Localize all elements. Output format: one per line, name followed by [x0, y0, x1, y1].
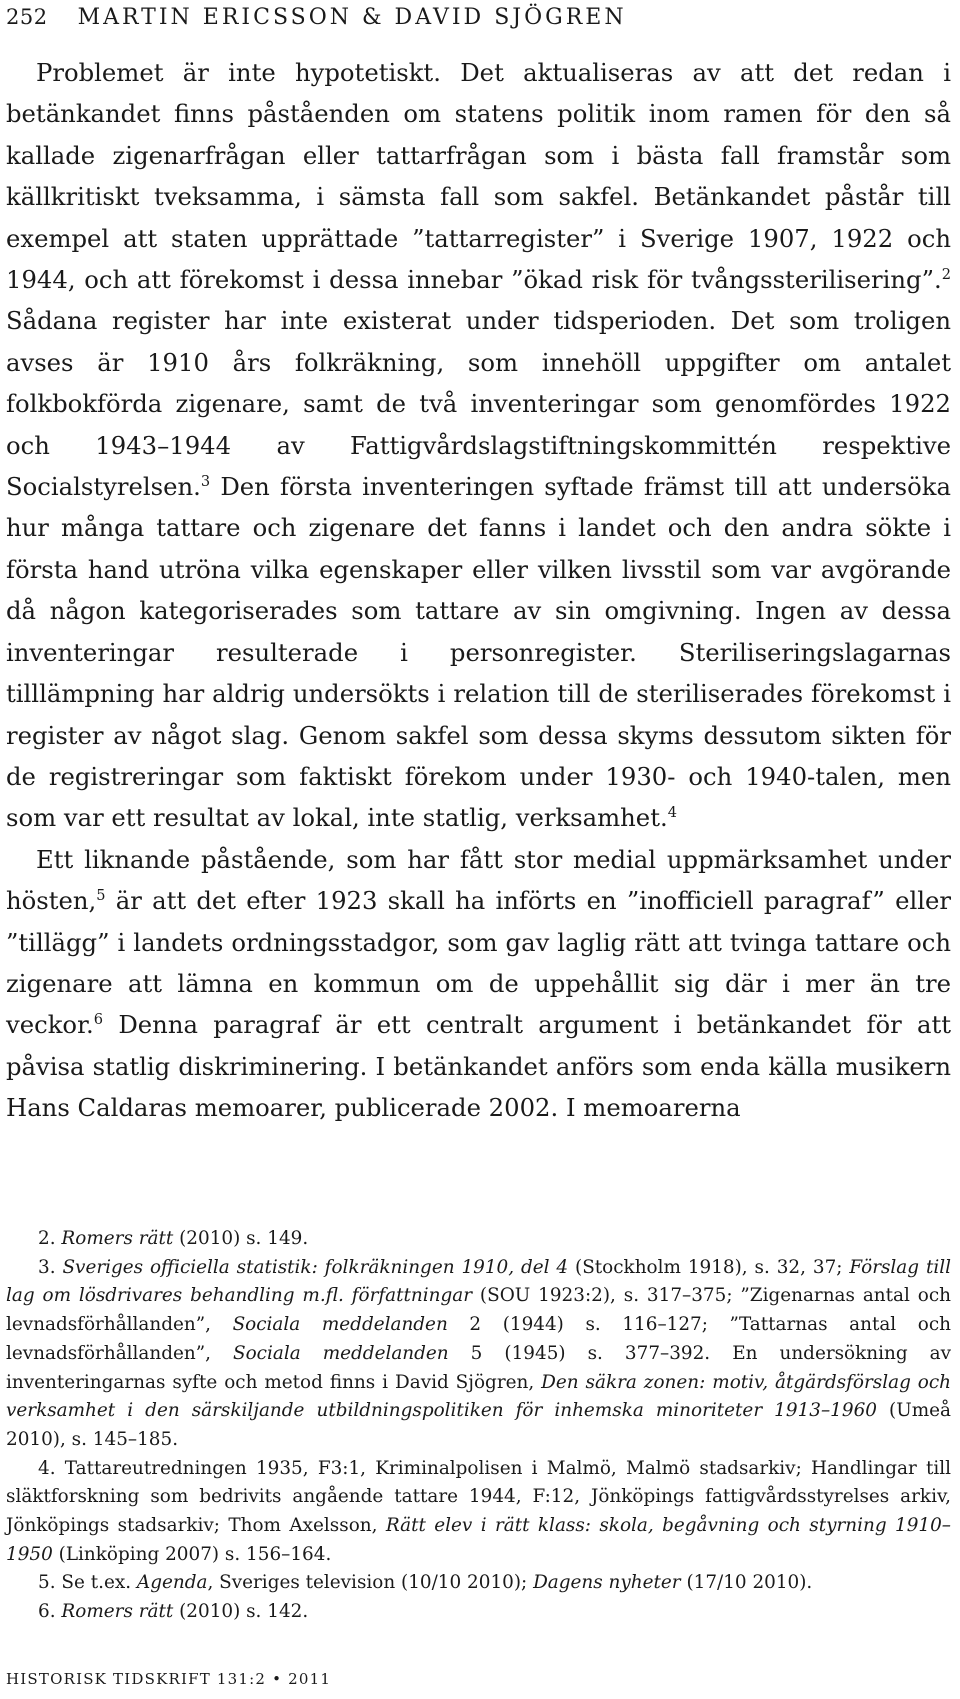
footnote-text: 5 (1945) s. 377–392. En undersökning av inventeringarnas syfte och metod finns i David Sjögren,	[6, 1342, 952, 1393]
footnote-ref: 6	[93, 1011, 104, 1029]
footnote-text: (Linköping 2007) s. 156–164.	[52, 1543, 332, 1565]
footnote-ref: 2	[941, 265, 951, 283]
footnote-number: 4.	[38, 1457, 56, 1479]
footnote-text: Tattareutredningen 1935, F3:1, Kriminalpolisen i Malmö, Malmö stadsarkiv; Handlingar till släktforskning som bedrivits angående tattare 1944, F:12, Jönköpings fattigvårdsstyrelses arkiv, Jönköpings stadsarkiv; Thom Axelsson,	[6, 1457, 951, 1537]
footnote-text: (SOU 1923:2), s. 317–375; ”Zigenarnas antal och levnadsförhållanden”,	[6, 1285, 951, 1336]
footnote-text: Agenda	[136, 1572, 208, 1594]
authors: MARTIN ERICSSON & DAVID SJÖGREN	[77, 5, 627, 30]
footnote	[6, 1598, 951, 1627]
footnote-text: Den säkra zonen: motiv, åtgärdsförslag och verksamhet i den särskiljande utbildningspolitiken för inhemska minoriteter 1913–1960	[6, 1371, 952, 1422]
paragraph-text: Ett liknande påstående, som har fått stor medial uppmärksamhet under hösten,	[6, 844, 951, 916]
footnote-text: (Umeå 2010), s. 145–185.	[6, 1400, 951, 1450]
footnote-text: 2 (1944) s. 116–127; ”Tattarnas antal och levnadsförhållanden”,	[6, 1314, 951, 1364]
footnote-number: 3.	[38, 1256, 56, 1278]
paragraph-text: Problemet är inte hypotetiskt. Det aktualiseras av att det redan i betänkandet finns påståenden om statens politik inom ramen för den så kallade zigenarfrågan eller tattarfrågan som i bästa fall framstår som källkritiskt tveksamma, i sämsta fall som sakfel. Betänkandet påstår till exempel att staten upprättade ”tattarregister” i Sverige 1907, 1922 och 1944, och att förekomst i dessa innebar ”ökad risk för tvångssterilisering”.	[6, 58, 951, 295]
footnote-text: (17/10 2010).	[680, 1572, 813, 1594]
paragraph-text: Denna paragraf är ett centralt argument i betänkandet för att påvisa statlig diskriminering. I betänkandet anförs som enda källa musikern Hans Caldaras memoarer, publicerade 2002. I memoarerna	[6, 1010, 951, 1123]
paragraph	[6, 839, 951, 1129]
footnote-ref: 3	[200, 472, 211, 490]
footnote-text: Sociala meddelanden	[232, 1314, 448, 1336]
footnote-text: Romers rätt	[61, 1601, 174, 1623]
footnote-ref: 4	[667, 804, 677, 822]
footnote-text: (2010) s. 149.	[173, 1228, 309, 1249]
footnotes	[6, 1225, 951, 1627]
paragraph-text: Sådana register har inte existerat under tidsperioden. Det som troligen avses är 1910 års folkräkning, som innehöll uppgifter om antalet folkbokförda zigenare, samt de två inventeringar som genomfördes 1922 och 1943–1944 av Fattigvårdslagstiftningskommittén respektive Socialstyrelsen.	[6, 306, 951, 502]
footnote-text: , Sveriges television (10/10 2010);	[207, 1572, 534, 1594]
paragraph	[6, 52, 951, 839]
footnote-text: Se t.ex.	[61, 1572, 137, 1594]
footnote	[6, 1225, 951, 1254]
footnote	[6, 1254, 951, 1455]
footnote-text: Romers rätt	[61, 1228, 174, 1249]
footnote-text: Sveriges officiella statistik: folkräkningen 1910, del 4	[62, 1256, 569, 1278]
journal-footer: HISTORISK TIDSKRIFT 131:2 • 2011	[6, 1670, 332, 1688]
paragraph-text: Den första inventeringen syftade främst till att undersöka hur många tattare och zigenare det fanns i landet och den andra sökte i första hand utröna vilka egenskaper eller vilken livsstil som var avgörande då någon kategoriserades som tattare av sin omgivning. Ingen av dessa inventeringar resulterade i personregister. Steriliseringslagarnas tilllämpning har aldrig undersökts i relation till de steriliserades förekomst i register av något slag. Genom sakfel som dessa skyms dessutom sikten för de registreringar som faktiskt förekom under 1930- och 1940-talen, men som var ett resultat av lokal, inte statlig, verksamhet.	[6, 472, 951, 833]
article-body	[6, 52, 951, 1129]
footnote-text: (2010) s. 142.	[173, 1601, 309, 1623]
footnote-text: Förslag till lag om lösdrivares behandling m.fl. författningar	[6, 1256, 951, 1307]
footnote-number: 5.	[38, 1572, 56, 1594]
footnote-number: 2.	[38, 1228, 56, 1249]
footnote-ref: 5	[96, 887, 106, 905]
footnote-text: Dagens nyheter	[533, 1572, 681, 1594]
footnote-text: Rätt elev i rätt klass: skola, begåvning och styrning 1910–1950	[6, 1515, 951, 1565]
running-head	[6, 0, 627, 34]
footnote-text: Sociala meddelanden	[233, 1342, 449, 1364]
footnote	[6, 1455, 951, 1570]
footnote-number: 6.	[38, 1601, 56, 1623]
footnote	[6, 1569, 951, 1598]
paragraph-text: är att det efter 1923 skall ha införts en ”inofficiell paragraf” eller ”tillägg” i landets ordningsstadgor, som gav laglig rätt att tvinga tattare och zigenare att lämna en kommun om de uppehållit sig där i mer än tre veckor.	[6, 886, 951, 1040]
footnote-text: (Stockholm 1918), s. 32, 37;	[568, 1256, 850, 1278]
page-number: 252	[6, 5, 48, 29]
